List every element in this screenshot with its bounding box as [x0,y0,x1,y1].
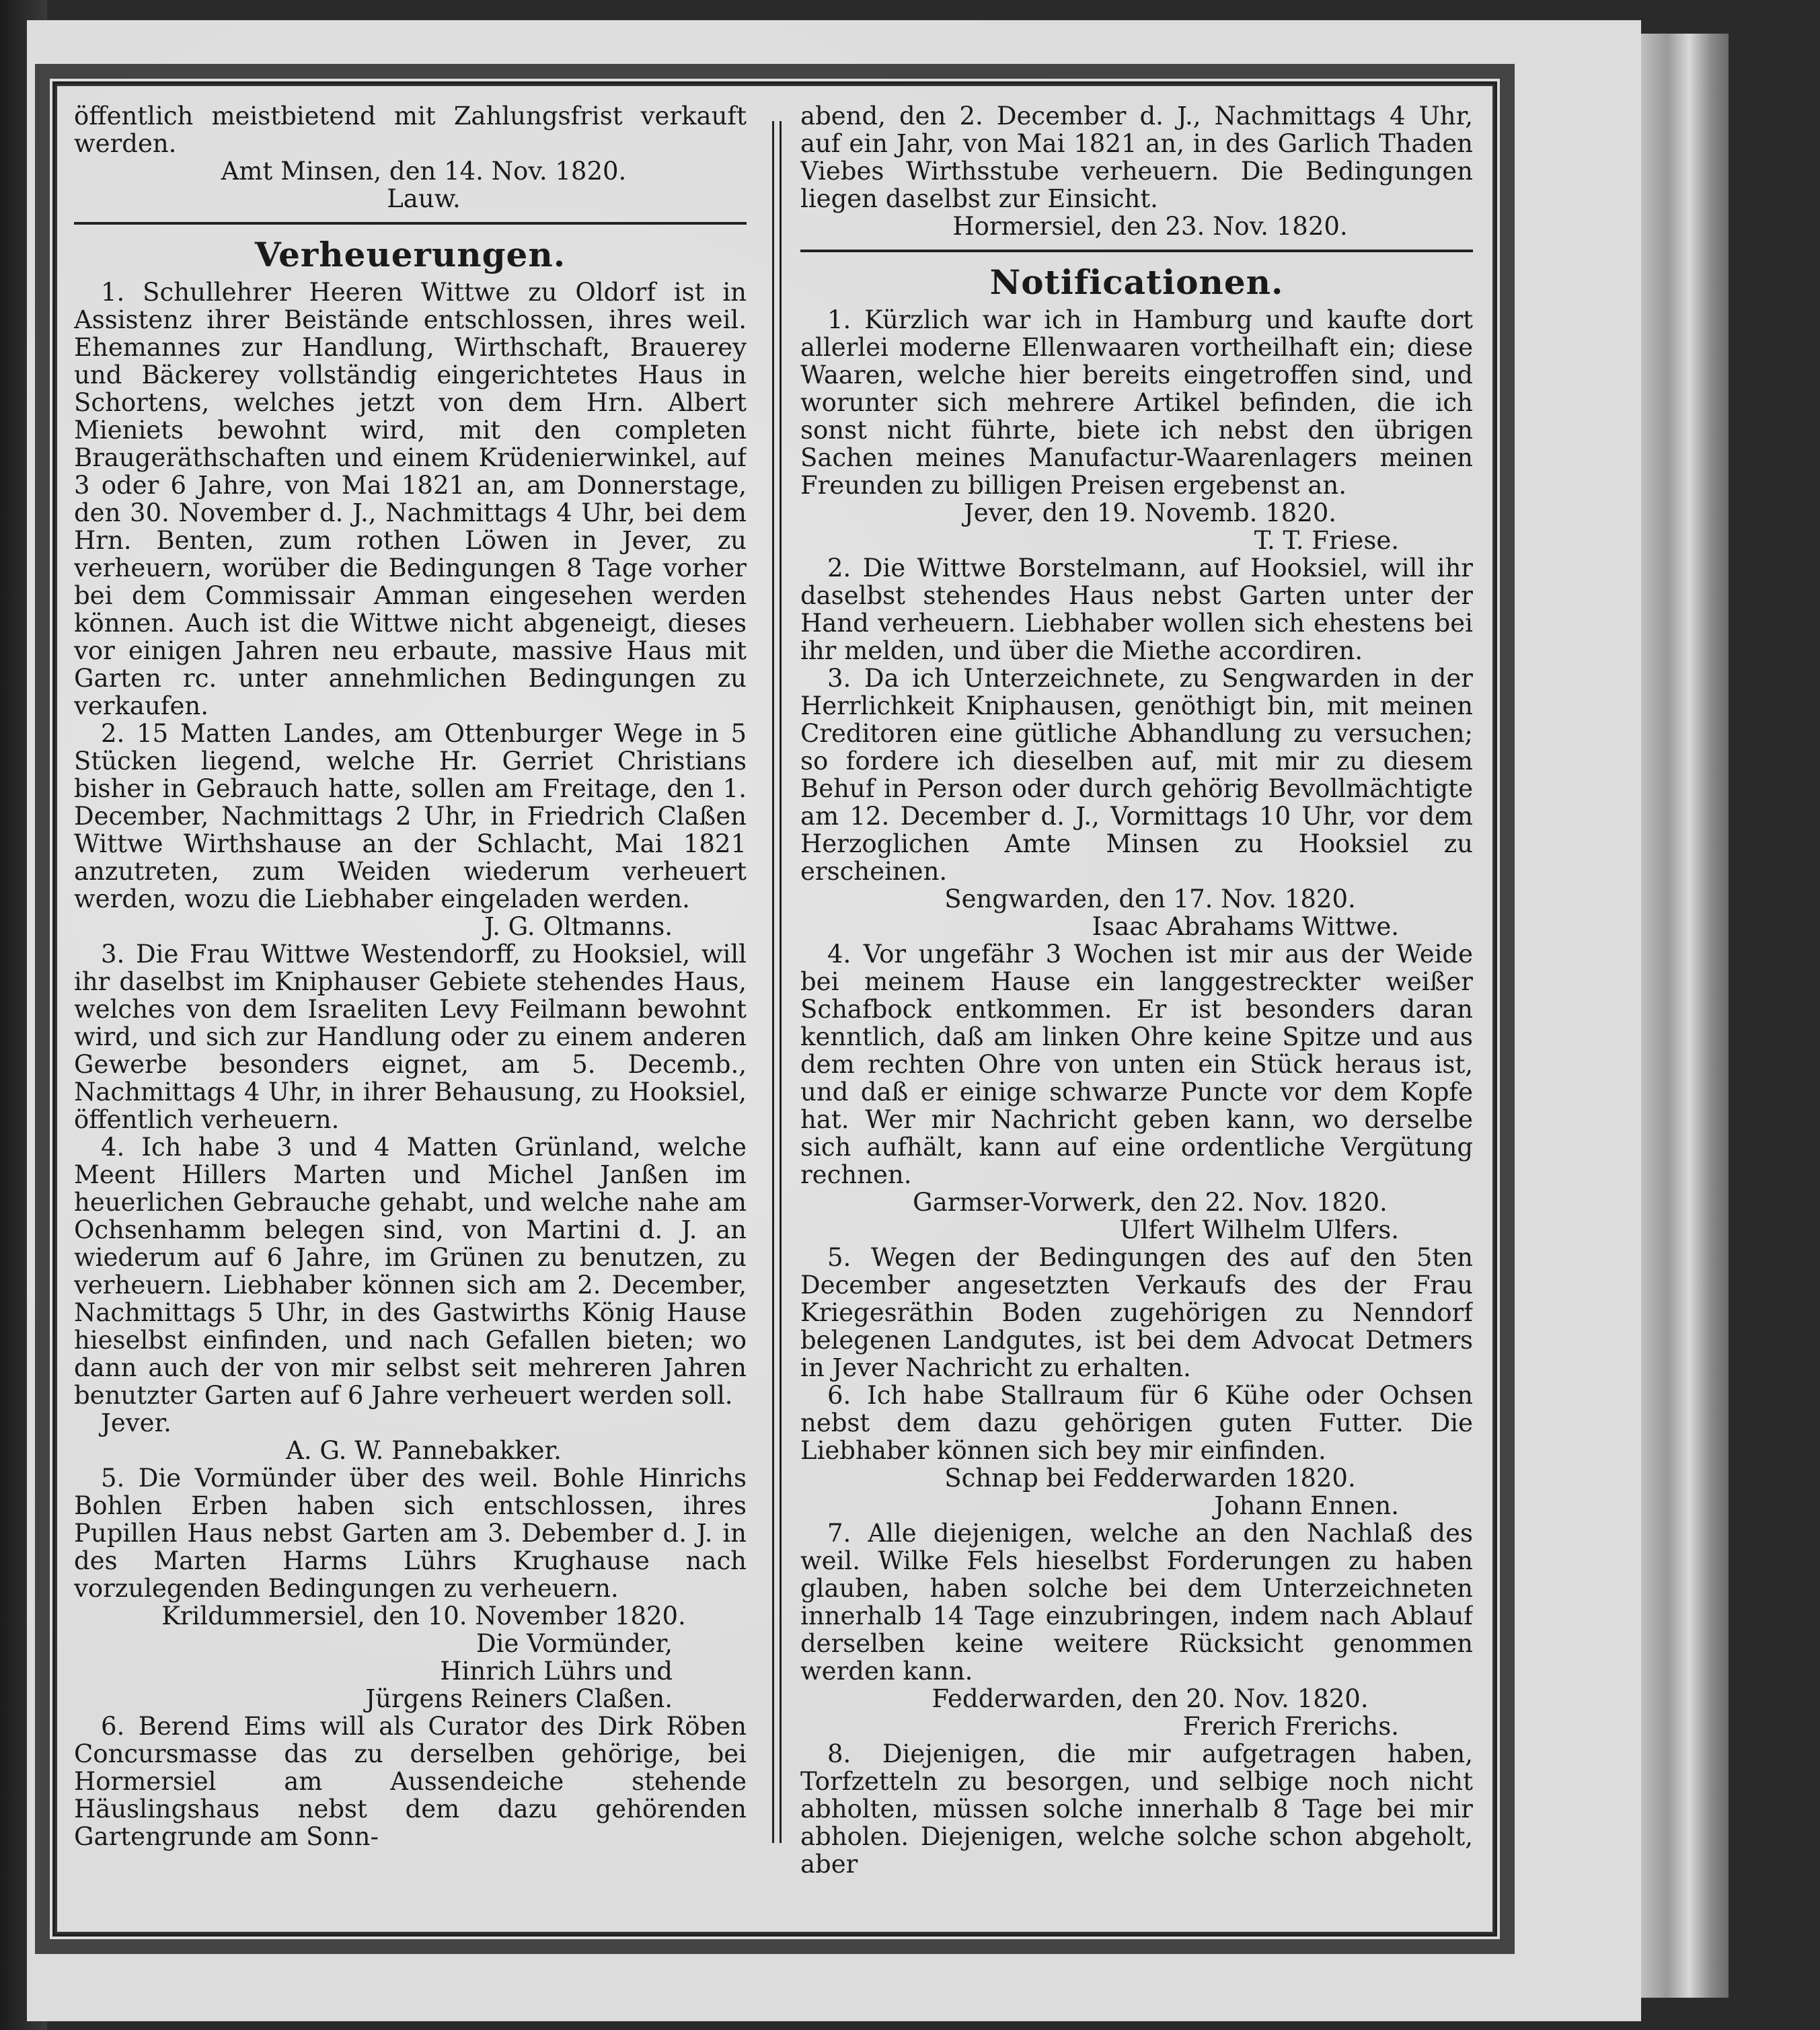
notification-4-place-date: Garmser-Vorwerk, den 22. Nov. 1820. [913,1188,1388,1217]
notice-5-signer-line-2: Hinrich Lührs und [440,1657,673,1686]
right-column [800,102,1473,1912]
notification-6-place-date: Schnap bei Fedderwarden 1820. [944,1464,1356,1493]
notice-3: 3. Die Frau Wittwe Westendorff, zu Hooksiel, will ihr daselbst im Kniphauser Gebiete stehendes Haus, welches von dem Israeliten Levy Feilmann bewohnt wird, und sich zur Handlung oder zu einem anderen Gewerbe besonders eignet, am 5. Decemb., Nachmittags 4 Uhr, in ihrer Behausung, zu Hooksiel, öffentlich verheuern. [74,940,747,1134]
notice-5-place-date: Krildummersiel, den 10. November 1820. [161,1602,686,1630]
notification-6-signer: Johann Ennen. [1214,1491,1399,1520]
notice-5: 5. Die Vormünder über des weil. Bohle Hinrichs Bohlen Erben haben sich entschlossen, ihres Pupillen Haus nebst Garten am 3. Debember d. J. in des Marten Harms Lührs Krughause nach vorzulegenden Bedingungen zu verheuern. [74,1464,747,1603]
notification-3-place-date: Sengwarden, den 17. Nov. 1820. [944,885,1356,913]
notification-4: 4. Vor ungefähr 3 Wochen ist mir aus der Weide bei meinem Hause ein langgestreckter weißer Schafbock entkommen. Er ist besonders daran kenntlich, daß am linken Ohre keine Spitze und aus dem rechten Ohre von unten ein Stück heraus ist, und daß er einige schwarze Puncte vor dem Kopfe hat. Wer mir Nachricht geben kann, wo derselbe sich aufhält, kann auf eine ordentliche Vergütung rechnen. [800,940,1473,1189]
notification-1-place-date: Jever, den 19. Novemb. 1820. [963,498,1337,527]
notification-6: 6. Ich habe Stallraum für 6 Kühe oder Ochsen nebst dem dazu gehörigen guten Futter. Die Liebhaber können sich bey mir einfinden. [800,1381,1473,1465]
intro-signer: Lauw. [387,184,461,213]
section-rule [74,222,747,225]
notice-4: 4. Ich habe 3 und 4 Matten Grünland, welche Meent Hillers Marten und Michel Janßen im heuerlichen Gebrauche gehabt, und welche nahe am Ochsenhamm belegen sind, von Martini d. J. an wiederum auf 6 Jahre, im Grünen zu benutzen, zu verheuern. Liebhaber können sich am 2. December, Nachmittags 5 Uhr, in des Gastwirths König Hause hieselbst einfinden, und nach Gefallen bieten; wo dann auch der von mir selbst seit mehreren Jahren benutzter Garten auf 6 Jahre verheuert werden soll. [74,1133,747,1410]
page-stack-edge [1641,34,1729,1998]
notice-2-signer: J. G. Oltmanns. [484,912,673,941]
intro-place-date: Amt Minsen, den 14. Nov. 1820. [221,157,627,186]
column-divider [772,121,782,1843]
section-heading-verheuerungen: Verheuerungen. [254,235,566,274]
notification-7: 7. Alle diejenigen, welche an den Nachlaß des weil. Wilke Fels hieselbst Forderungen zu haben glauben, haben solche bei dem Unterzeichneten innerhalb 14 Tage einzubringen, indem nach Ablauf derselben keine weitere Rücksicht genommen werden kann. [800,1519,1473,1686]
intro-text: öffentlich meistbietend mit Zahlungsfrist verkauft werden. [74,102,747,158]
notification-5: 5. Wegen der Bedingungen des auf den 5ten December angesetzten Verkaufs des der Frau Kriegesräthin Boden zugehörigen zu Nenndorf belegenen Landgutes, ist bei dem Advocat Detmers in Jever Nachricht zu erhalten. [800,1243,1473,1382]
notification-4-signer: Ulfert Wilhelm Ulfers. [1119,1215,1399,1244]
left-column [74,102,747,1912]
notification-8: 8. Diejenigen, die mir aufgetragen haben, Torfzetteln zu besorgen, und selbige noch nicht abholten, müssen solche innerhalb 8 Tage bei mir abholen. Diejenigen, welche solche schon abgeholt, aber [800,1739,1473,1879]
notice-4-place: Jever. [101,1408,172,1437]
notice-1: 1. Schullehrer Heeren Wittwe zu Oldorf ist in Assistenz ihrer Beistände entschlossen, ihres weil. Ehemannes zur Handlung, Wirthschaft, Brauerey und Bäckerey vollständig eingerichtetes Haus in Schortens, welches jetzt von dem Hrn. Albert Mieniets bewohnt wird, mit den completen Braugeräthschaften und einem Krüdenierwinkel, auf 3 oder 6 Jahre, von Mai 1821 an, am Donnerstage, den 30. November d. J., Nachmittags 4 Uhr, bei dem Hrn. Benten, zum rothen Löwen in Jever, zu verheuern, worüber die Bedingungen 8 Tage vorher bei dem Commissair Amman eingesehen werden können. Auch ist die Wittwe nicht abgeneigt, dieses vor einigen Jahren neu erbaute, massive Haus mit Garten rc. unter annehmlichen Bedingungen zu verkaufen. [74,278,747,720]
continuation-place-date: Hormersiel, den 23. Nov. 1820. [952,212,1348,241]
notice-5-signer-line-3: Jürgens Reiners Claßen. [365,1684,673,1713]
notification-2: 2. Die Wittwe Borstelmann, auf Hooksiel, will ihr daselbst stehendes Haus nebst Garten unter der Hand verheuern. Liebhaber wollen sich ehestens bei ihr melden, und über die Miethe accordiren. [800,554,1473,665]
notice-6: 6. Berend Eims will als Curator des Dirk Röben Concursmasse das zu derselben gehörige, bei Hormersiel am Aussendeiche stehende Häuslingshaus nebst dem dazu gehörenden Gartengrunde am Sonn- [74,1712,747,1851]
notification-1-signer: T. T. Friese. [1254,526,1399,555]
notice-2: 2. 15 Matten Landes, am Ottenburger Wege in 5 Stücken liegend, welche Hr. Gerriet Christians bisher in Gebrauch hatte, sollen am Freitage, den 1. December, Nachmittags 2 Uhr, in Friedrich Claßen Wittwe Wirthshause an der Schlacht, Mai 1821 anzutreten, zum Weiden wiederum verheuert werden, wozu die Liebhaber eingeladen werden. [74,719,747,913]
notification-1: 1. Kürzlich war ich in Hamburg und kaufte dort allerlei moderne Ellenwaaren vortheilhaft ein; diese Waaren, welche hier bereits eingetroffen sind, und worunter sich mehrere Artikel befinden, die ich sonst nicht führte, biete ich nebst den übrigen Sachen meines Manufactur-Waarenlagers meinen Freunden zu billigen Preisen ergebenst an. [800,305,1473,500]
notification-7-signer: Frerich Frerichs. [1182,1712,1399,1741]
notice-4-signer: A. G. W. Pannebakker. [286,1436,562,1465]
notification-3: 3. Da ich Unterzeichnete, zu Sengwarden in der Herrlichkeit Kniphausen, genöthigt bin, mit meinen Creditoren eine gütliche Abhandlung zu versuchen; so fordere ich dieselben auf, mit mir zu diesem Behuf in Person oder durch gehörig Bevollmächtigte am 12. December d. J., Vormittags 10 Uhr, vor dem Herzoglichen Amte Minsen zu Hooksiel zu erscheinen. [800,664,1473,886]
section-heading-notificationen: Notificationen. [989,262,1284,302]
notification-7-place-date: Fedderwarden, den 20. Nov. 1820. [932,1684,1369,1713]
notification-3-signer: Isaac Abrahams Wittwe. [1092,912,1399,941]
notice-5-signer-line-1: Die Vormünder, [476,1629,673,1658]
section-rule [800,250,1473,252]
continuation-text: abend, den 2. December d. J., Nachmittags 4 Uhr, auf ein Jahr, von Mai 1821 an, in des Garlich Thaden Viebes Wirthsstube verheuern. Die Bedingungen liegen daselbst zur Einsicht. [800,102,1473,213]
